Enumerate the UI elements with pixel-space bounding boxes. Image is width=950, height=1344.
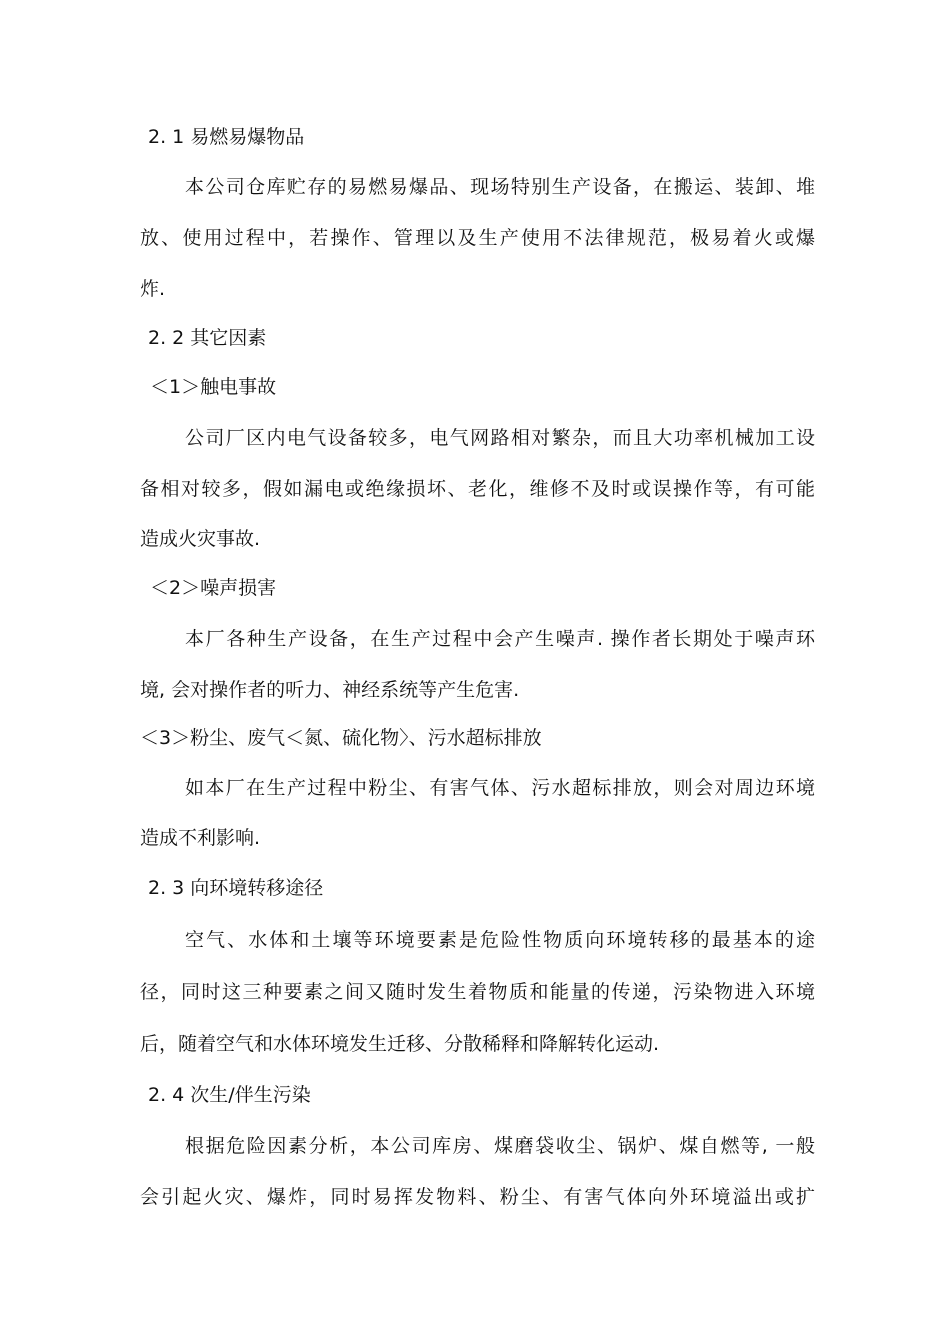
paragraph-line: 本公司仓库贮存的易燃易爆品、现场特别生产设备，在搬运、装卸、堆	[185, 176, 815, 198]
paragraph-line: 会引起火灾、爆炸，同时易挥发物料、粉尘、有害气体向外环境溢出或扩	[140, 1186, 815, 1208]
paragraph-line: 后，随着空气和水体环境发生迁移、分散稀释和降解转化运动.	[140, 1033, 660, 1055]
subheading-2: ＜2＞噪声损害	[150, 577, 277, 599]
heading-2-4: 2. 4 次生/伴生污染	[148, 1084, 311, 1106]
paragraph-line: 备相对较多，假如漏电或绝缘损坏、老化，维修不及时或误操作等，有可能	[140, 478, 815, 500]
subheading-1: ＜1＞触电事故	[150, 376, 277, 398]
heading-2-1: 2. 1 易燃易爆物品	[148, 126, 305, 148]
paragraph-line: 造成火灾事故.	[140, 528, 261, 550]
paragraph-line: 公司厂区内电气设备较多，电气网路相对繁杂，而且大功率机械加工设	[185, 427, 815, 449]
heading-2-3: 2. 3 向环境转移途径	[148, 877, 324, 899]
heading-2-2: 2. 2 其它因素	[148, 327, 267, 349]
paragraph-line: 如本厂在生产过程中粉尘、有害气体、污水超标排放，则会对周边环境	[185, 777, 815, 799]
paragraph-line: 炸.	[140, 278, 166, 300]
subheading-3: ＜3＞粉尘、废气＜氮、硫化物〉、污水超标排放	[140, 727, 542, 749]
paragraph-line: 境, 会对操作者的听力、神经系统等产生危害.	[140, 679, 520, 701]
paragraph-line: 空气、水体和土壤等环境要素是危险性物质向环境转移的最基本的途	[185, 929, 815, 951]
paragraph-line: 径，同时这三种要素之间又随时发生着物质和能量的传递，污染物进入环境	[140, 981, 815, 1003]
paragraph-line: 放、使用过程中，若操作、管理以及生产使用不法律规范，极易着火或爆	[140, 227, 815, 249]
paragraph-line: 本厂各种生产设备，在生产过程中会产生噪声. 操作者长期处于噪声环	[185, 628, 815, 650]
paragraph-line: 根据危险因素分析，本公司库房、煤磨袋收尘、锅炉、煤自燃等, 一般	[185, 1135, 815, 1157]
paragraph-line: 造成不利影响.	[140, 827, 261, 849]
